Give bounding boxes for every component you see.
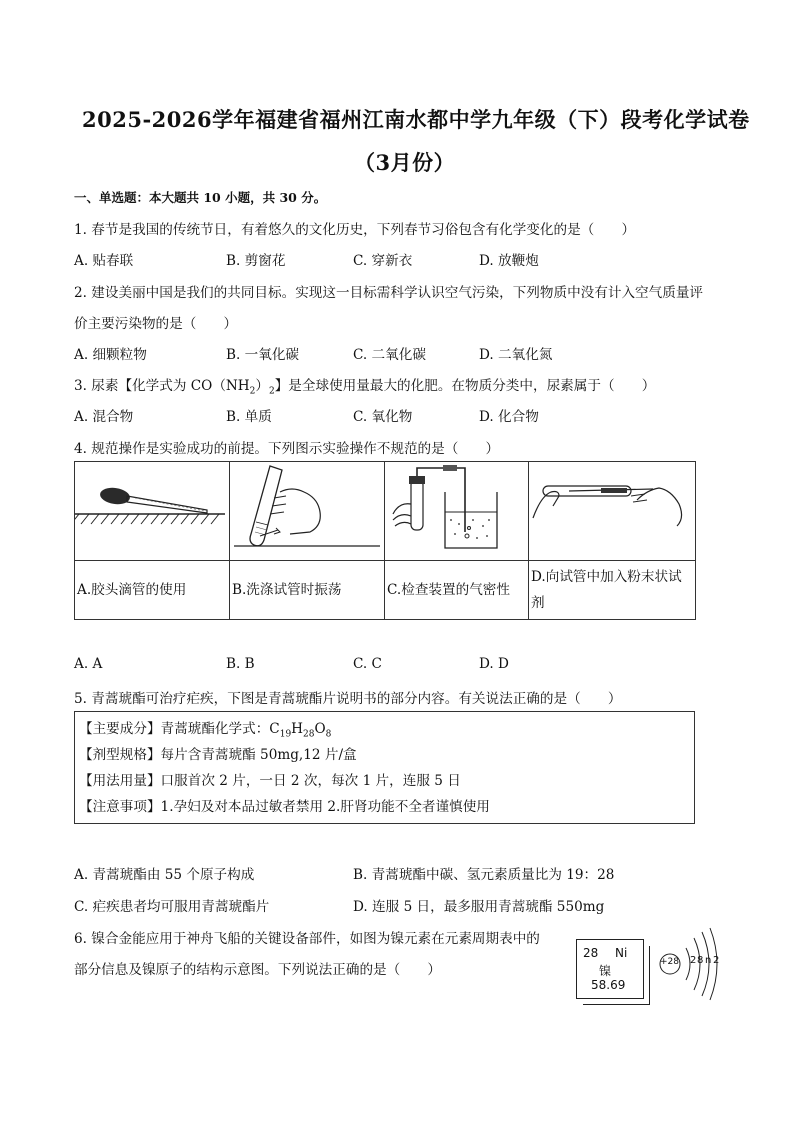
q3-option-b: B. 单质 [226, 409, 272, 425]
q1-option-c: C. 穿新衣 [353, 253, 413, 269]
question-6-stem-line2: 部分信息及镍原子的结构示意图。下列说法正确的是（ ） [74, 962, 442, 978]
atom-structure-diagram [656, 926, 720, 1002]
q1-option-b: B. 剪窗花 [226, 253, 286, 269]
caption-d: D.向试管中加入粉末状试 剂 [529, 561, 696, 620]
exam-title: 2025-2026学年福建省福州江南水都中学九年级（下）段考化学试卷 [82, 107, 750, 132]
exam-subtitle: （3月份） [354, 150, 456, 175]
drug-spec-line: 【剂型规格】每片含青蒿琥酯 50mg,12 片/盒 [79, 747, 357, 763]
question-2-stem-line1: 2. 建设美丽中国是我们的共同目标。实现这一目标需科学认识空气污染，下列物质中没有计入空气质量评 [74, 285, 704, 301]
question-2-stem-line2: 价主要污染物的是（ ） [74, 316, 238, 332]
shake-tube-figure [230, 462, 385, 561]
q4-option-c: C. C [353, 656, 382, 672]
q4-option-a: A. A [74, 656, 103, 672]
lab-operations-table [74, 461, 696, 620]
nucleus-charge: +28 [660, 957, 679, 967]
question-1-stem: 1. 春节是我国的传统节日，有着悠久的文化历史，下列春节习俗包含有化学变化的是（ ） [74, 222, 636, 238]
caption-a: A.胶头滴管的使用 [75, 561, 230, 620]
shell-4-electrons: 2 [713, 955, 720, 966]
q1-option-a: A. 贴春联 [74, 253, 134, 269]
q2-option-a: A. 细颗粒物 [74, 347, 147, 363]
caption-c: C.检查装置的气密性 [385, 561, 529, 620]
q5-option-d: D. 连服 5 日，最多服用青蒿琥酯 550mg [353, 899, 605, 915]
dropper-figure [75, 462, 230, 561]
airtightness-figure [385, 462, 529, 561]
q2-option-d: D. 二氧化氮 [479, 347, 553, 363]
q2-option-b: B. 一氧化碳 [226, 347, 300, 363]
question-6-stem-line1: 6. 镍合金能应用于神舟飞船的关键设备部件，如图为镍元素在元素周期表中的 [74, 931, 540, 947]
drug-ingredient-line: 【主要成分】青蒿琥酯化学式：$C_{19}H_{28}O_8$ [79, 721, 332, 740]
shell-2-electrons: 8 [697, 955, 704, 966]
q3-option-a: A. 混合物 [74, 409, 134, 425]
question-5-stem: 5. 青蒿琥酯可治疗疟疾，下图是青蒿琥酯片说明书的部分内容。有关说法正确的是（ ） [74, 691, 622, 707]
powder-tube-figure [529, 462, 696, 561]
shell-3-electrons: n [705, 955, 712, 966]
element-symbol: Ni [615, 946, 628, 960]
q3-option-d: D. 化合物 [479, 409, 539, 425]
section-heading: 一、单选题：本大题共 10 小题，共 30 分。 [74, 190, 327, 205]
drug-notice-line: 【注意事项】1.孕妇及对本品过敏者禁用 2.肝肾功能不全者谨慎使用 [79, 799, 490, 815]
question-4-stem: 4. 规范操作是实验成功的前提。下列图示实验操作不规范的是（ ） [74, 441, 500, 457]
element-name: 镍 [599, 964, 612, 978]
q3-option-c: C. 氧化物 [353, 409, 413, 425]
drug-dosage-line: 【用法用量】口服首次 2 片，一日 2 次，每次 1 片，连服 5 日 [79, 773, 461, 789]
q4-option-b: B. B [226, 656, 255, 672]
q2-option-c: C. 二氧化碳 [353, 347, 426, 363]
caption-b: B.洗涤试管时振荡 [230, 561, 385, 620]
drug-label-box [74, 711, 695, 824]
atomic-number: 28 [583, 946, 599, 960]
question-3-stem: 3. 尿素【化学式为 $CO(NH_2)_2$】是全球使用量最大的化肥。在物质分类中，尿素属于（ ） [74, 378, 656, 397]
q5-option-b: B. 青蒿琥酯中碳、氢元素质量比为 19：28 [353, 867, 615, 883]
q5-option-a: A. 青蒿琥酯由 55 个原子构成 [74, 867, 255, 883]
shell-1-electrons: 2 [690, 955, 697, 966]
atomic-mass: 58.69 [591, 978, 626, 992]
q5-option-c: C. 疟疾患者均可服用青蒿琥酯片 [74, 899, 270, 915]
periodic-table-cell [576, 939, 644, 999]
q1-option-d: D. 放鞭炮 [479, 253, 539, 269]
q4-option-d: D. D [479, 656, 509, 672]
